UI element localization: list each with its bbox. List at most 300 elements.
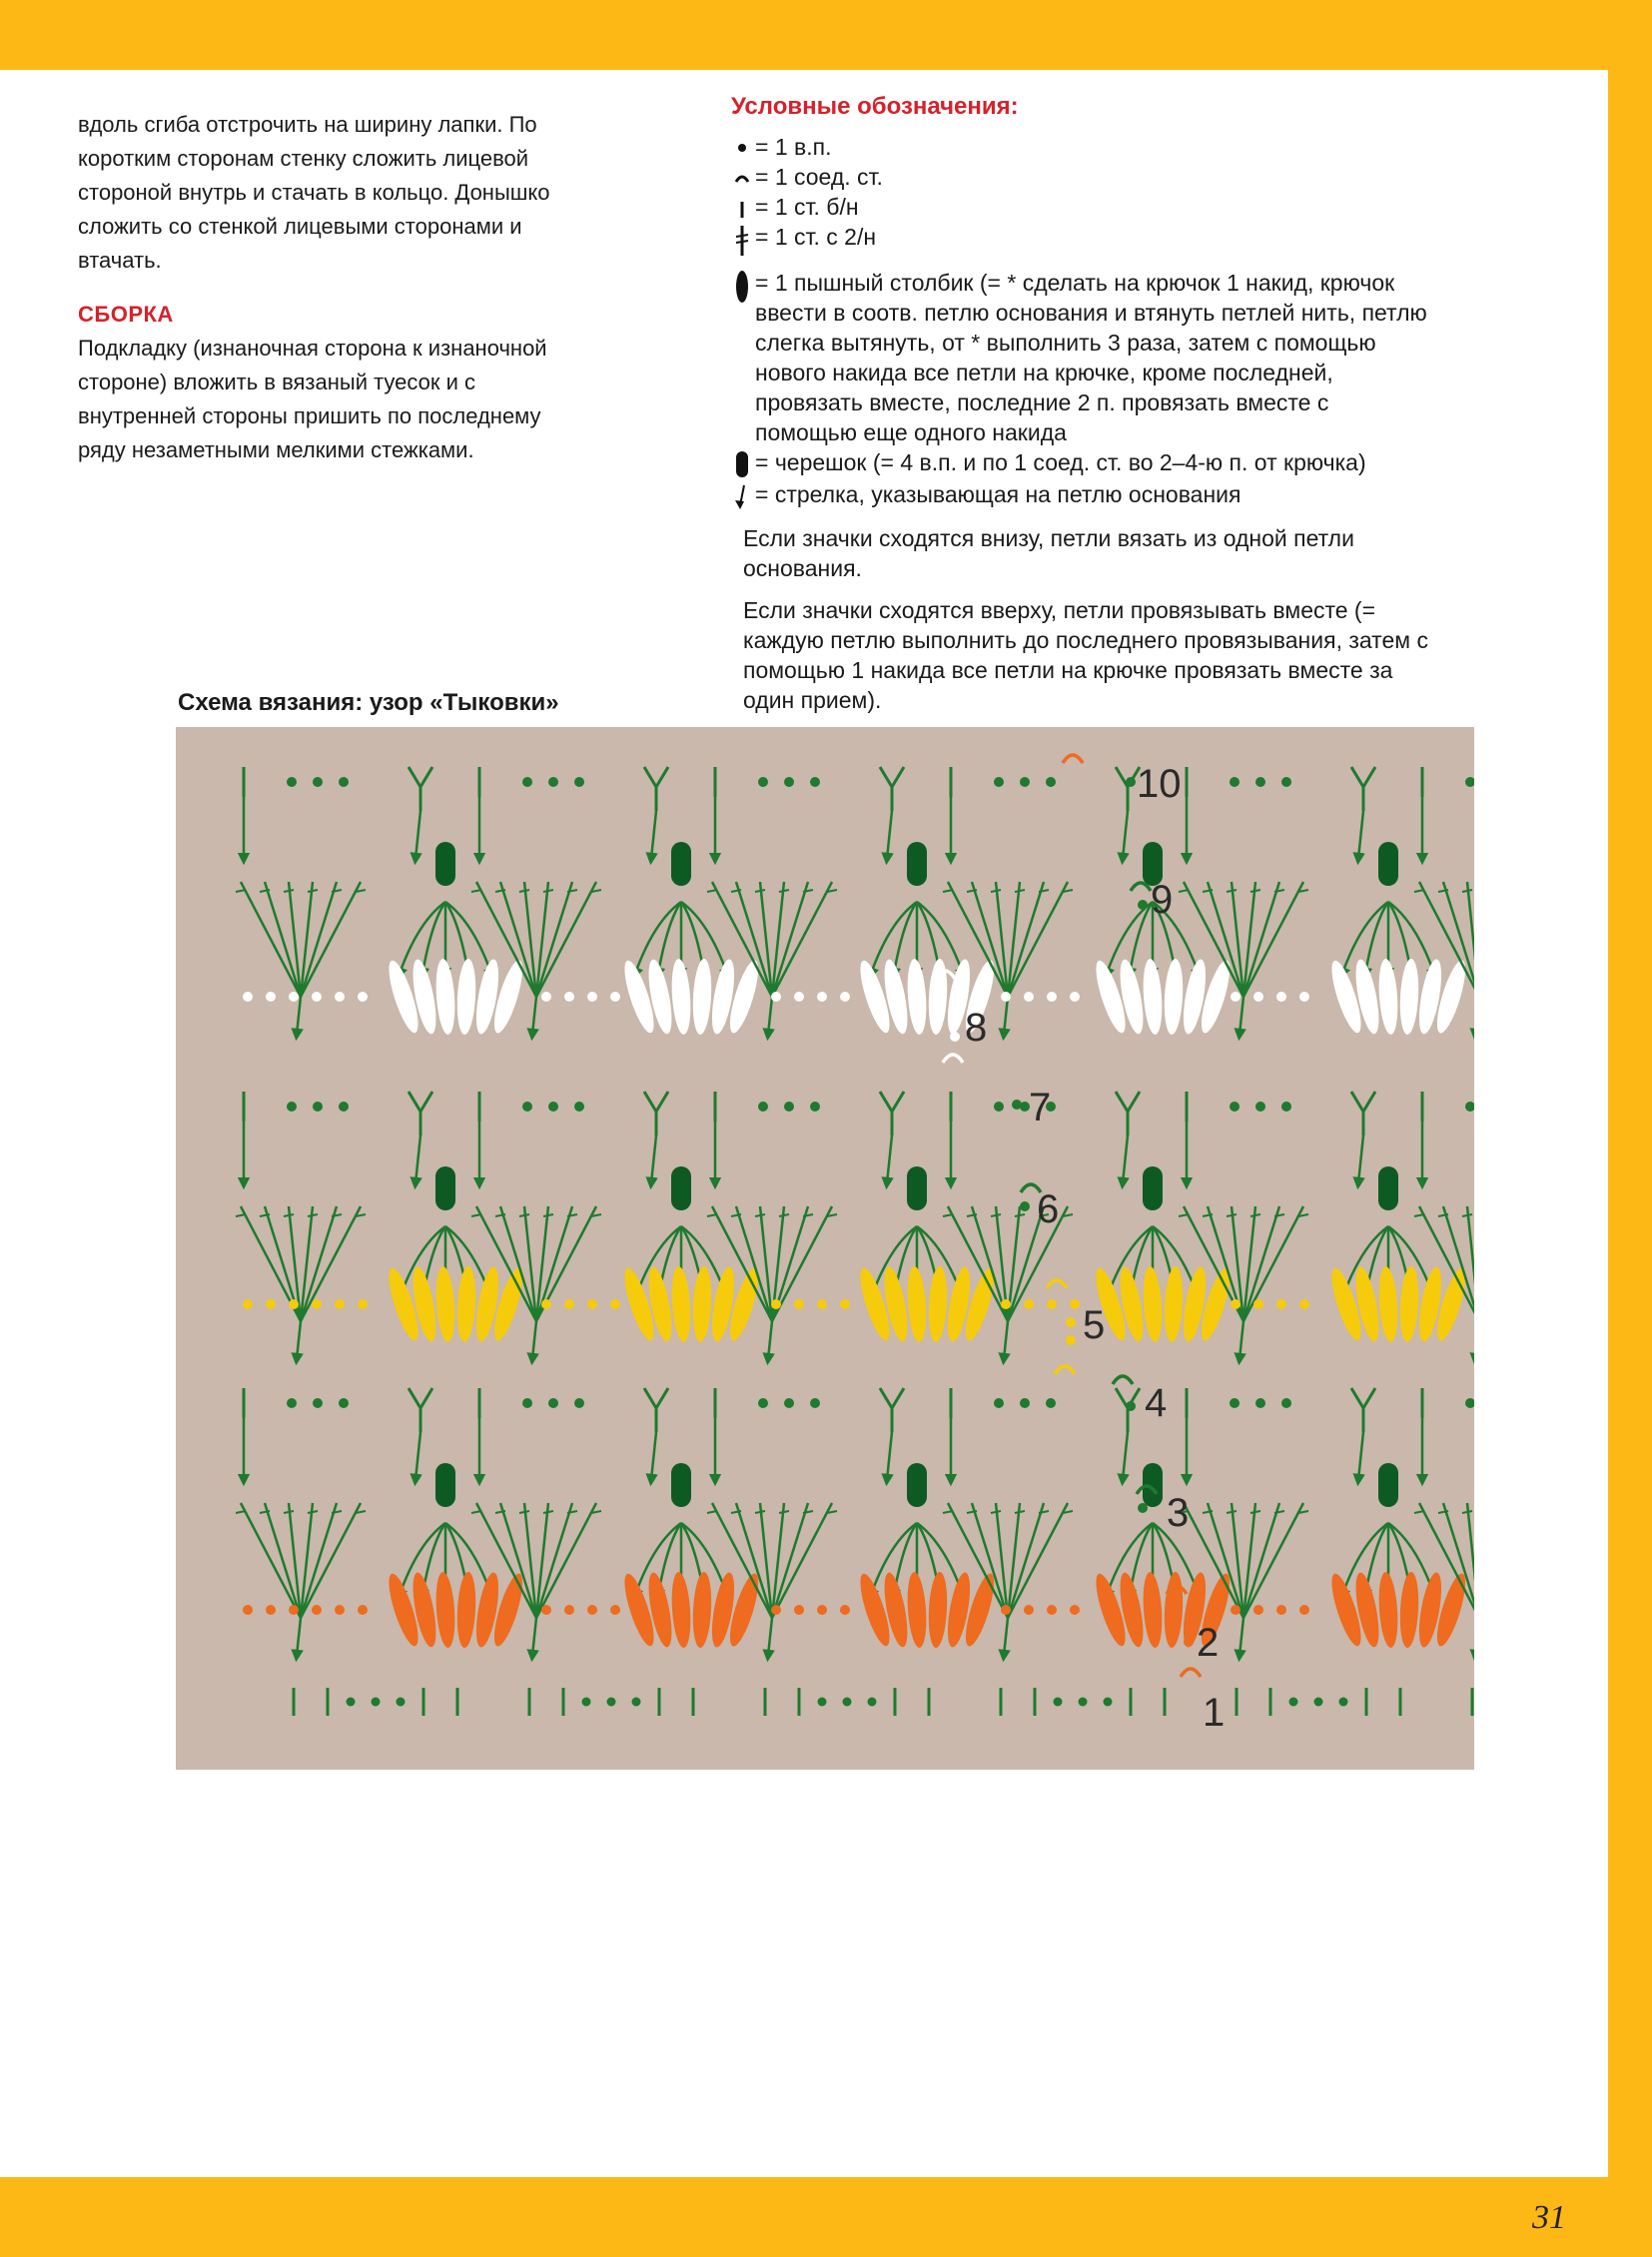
stem xyxy=(671,1463,691,1507)
fan-crossbar xyxy=(471,1511,481,1513)
stem xyxy=(435,842,455,886)
chain-dot xyxy=(1299,1605,1309,1615)
fan-crossbar xyxy=(991,1511,1001,1513)
row-label: 9 xyxy=(1151,878,1174,922)
chain-dot xyxy=(312,1299,322,1309)
stem xyxy=(1378,842,1398,886)
fan-crossbar xyxy=(543,1214,553,1216)
puff-stitch xyxy=(1163,1266,1185,1343)
chain-dot xyxy=(312,992,322,1002)
fan-crossbar xyxy=(1227,890,1237,892)
chain-dot xyxy=(522,1102,532,1112)
puff-stitch xyxy=(1398,1266,1420,1343)
chain-dot xyxy=(1231,1605,1240,1615)
legend-item-text: = 1 ст. с 2/н xyxy=(755,224,877,250)
pointer-arrow xyxy=(768,1618,772,1656)
chain-dot xyxy=(582,1698,591,1707)
slip-stitch-arc xyxy=(1055,1366,1075,1374)
chain-dot xyxy=(564,992,574,1002)
fan-crossbar xyxy=(707,890,717,892)
chain-dot xyxy=(610,992,620,1002)
chain-dot xyxy=(289,1299,299,1309)
chain-dot xyxy=(784,777,794,787)
pointer-arrow xyxy=(887,1432,892,1480)
assembly-intro-text: вдоль сгиба отстрочить на ширину лапки. По коротким сторонам стенку сложить лицевой стороной внутрь и стачать в кольцо. Донышко сложить со стенкой лицевыми сторонами и втачать. xyxy=(78,112,550,273)
fan-crossbar xyxy=(1227,1214,1237,1216)
chain-dot xyxy=(541,1299,551,1309)
fan-crossbar xyxy=(519,890,529,892)
puff-stitch xyxy=(1376,1265,1399,1342)
fan-crossbar xyxy=(943,1511,953,1513)
chain-dot xyxy=(289,1605,299,1615)
puff-stitch xyxy=(905,1571,928,1648)
chain-dot xyxy=(1253,1605,1263,1615)
chain-dot xyxy=(564,1299,574,1309)
chain-dot xyxy=(758,1398,768,1408)
chain-dot xyxy=(1230,1102,1239,1112)
fan-crossbar xyxy=(755,1511,765,1513)
fan-crossbar xyxy=(1015,1511,1025,1513)
pointer-arrow xyxy=(1358,1135,1363,1183)
chain-dot xyxy=(339,1398,349,1408)
chain-dot xyxy=(817,992,827,1002)
puff-stitch xyxy=(433,958,456,1035)
fan-crossbar xyxy=(1250,1214,1260,1216)
chain-dot xyxy=(843,1698,852,1707)
chain-dot xyxy=(1299,992,1309,1002)
chain-dot xyxy=(1465,1398,1474,1408)
legend-item xyxy=(729,268,1428,447)
puff-stitch xyxy=(1163,959,1185,1036)
row-label: 1 xyxy=(1203,1691,1226,1735)
fan-crossbar xyxy=(779,1214,789,1216)
chain-dot xyxy=(1289,1698,1298,1707)
chain-dot xyxy=(313,1102,323,1112)
chain-dot xyxy=(522,1398,532,1408)
fan-crossbar xyxy=(1462,890,1472,892)
puff-stitch xyxy=(691,1572,713,1649)
chain-dot xyxy=(771,1605,781,1615)
puff-stitch xyxy=(1398,1572,1420,1649)
chain-dot xyxy=(541,1605,551,1615)
pointer-arrow xyxy=(768,1321,772,1359)
fan-crossbar xyxy=(284,890,294,892)
stem xyxy=(907,842,927,886)
chain-dot xyxy=(1070,1605,1080,1615)
stem-icon xyxy=(729,447,755,479)
arc-icon xyxy=(729,162,755,190)
puff-stitch xyxy=(433,1571,456,1648)
pointer-arrow xyxy=(1004,997,1008,1035)
row-label: 6 xyxy=(1037,1187,1060,1231)
pointer-arrow xyxy=(651,1135,656,1183)
chain-dot xyxy=(243,992,253,1002)
chain-dot xyxy=(771,992,781,1002)
legend-note: Если значки сходятся вверху, петли провязывать вместе (= каждую петлю выполнить до последнего провязывания, затем с помощью 1 накида все петли на крючке провязать вместе за один прием). xyxy=(743,597,1428,713)
chain-dot xyxy=(1126,777,1136,787)
chain-dot xyxy=(1001,992,1011,1002)
fan-crossbar xyxy=(1250,1511,1260,1513)
chain-dot xyxy=(817,1299,827,1309)
legend-item xyxy=(729,447,1428,479)
row-label: 5 xyxy=(1083,1303,1106,1347)
slip-stitch-arc xyxy=(1047,1280,1067,1288)
chain-dot xyxy=(1138,1503,1148,1513)
chain-dot xyxy=(758,777,768,787)
fan-crossbar xyxy=(991,1214,1001,1216)
chain-dot xyxy=(840,1605,850,1615)
chain-dot xyxy=(1255,1398,1265,1408)
fan-crossbar xyxy=(991,890,1001,892)
pointer-arrow xyxy=(415,1135,420,1183)
fan-crossbar xyxy=(755,890,765,892)
increase-v xyxy=(409,1092,432,1112)
chain-dot xyxy=(1024,992,1034,1002)
pointer-arrow xyxy=(1004,1321,1008,1359)
puff-stitch xyxy=(433,1265,456,1342)
pointer-arrow xyxy=(1123,1432,1128,1480)
legend-item xyxy=(729,192,1428,222)
page-number: 31 xyxy=(1532,2199,1566,2236)
chain-dot xyxy=(1047,1299,1057,1309)
chain-dot xyxy=(1046,777,1056,787)
assembly-text: Подкладку (изнаночная сторона к изнаночной стороне) вложить в вязаный туесок и с внутренней стороны пришить по последнему ряду незаметными мелкими стежками. xyxy=(78,336,547,462)
stem xyxy=(435,1166,455,1210)
chain-dot xyxy=(313,777,323,787)
puff-stitch xyxy=(691,959,713,1036)
pointer-arrow xyxy=(297,997,301,1035)
puff-stitch xyxy=(691,1266,713,1343)
fan-crossbar xyxy=(943,890,953,892)
chain-dot xyxy=(287,1102,297,1112)
slip-stitch-arc xyxy=(1181,1669,1201,1677)
increase-v xyxy=(880,767,904,787)
stem xyxy=(435,1463,455,1507)
chain-dot xyxy=(1255,1102,1265,1112)
chain-dot xyxy=(1276,1299,1286,1309)
chain-dot xyxy=(1066,1335,1076,1345)
fan-crossbar xyxy=(1179,890,1189,892)
chain-dot xyxy=(312,1605,322,1615)
chain-dot xyxy=(1020,1201,1030,1211)
chain-dot xyxy=(358,1605,368,1615)
fan-crossbar xyxy=(1414,1214,1424,1216)
chain-dot xyxy=(548,1102,558,1112)
fan-crossbar xyxy=(543,1511,553,1513)
puff-stitch xyxy=(905,958,928,1035)
pointer-arrow xyxy=(1239,997,1243,1035)
fan-crossbar xyxy=(1015,890,1025,892)
chain-dot xyxy=(810,1102,820,1112)
chain-dot xyxy=(1012,1100,1022,1110)
slip-stitch-arc xyxy=(943,1055,963,1063)
assembly-heading: СБОРКА xyxy=(78,302,174,327)
chain-dot xyxy=(950,1032,960,1042)
dot-icon xyxy=(729,132,755,160)
increase-v xyxy=(644,767,668,787)
fan-crossbar xyxy=(943,1214,953,1216)
chain-dot xyxy=(1184,1637,1194,1647)
puff-stitch xyxy=(1163,1572,1185,1649)
legend-item-text: = 1 ст. б/н xyxy=(755,194,859,220)
puff-stitch xyxy=(455,1572,477,1649)
pointer-arrow xyxy=(1358,1432,1363,1480)
chain-dot xyxy=(784,1102,794,1112)
chain-dot xyxy=(266,1299,276,1309)
chain-dot xyxy=(610,1605,620,1615)
row-label: 4 xyxy=(1145,1381,1168,1425)
fan-crossbar xyxy=(1179,1214,1189,1216)
row-label: 7 xyxy=(1029,1086,1052,1129)
chain-dot xyxy=(1231,1299,1240,1309)
legend-item-text: = стрелка, указывающая на петлю основания xyxy=(755,481,1241,507)
chain-dot xyxy=(313,1398,323,1408)
chain-dot xyxy=(1276,992,1286,1002)
increase-v xyxy=(1351,1388,1375,1408)
fan-crossbar xyxy=(1015,1214,1025,1216)
pointer-arrow xyxy=(1123,811,1128,859)
chain-dot xyxy=(339,1102,349,1112)
chain-dot xyxy=(1020,777,1030,787)
chain-dot xyxy=(1465,777,1474,787)
chain-dot xyxy=(868,1698,877,1707)
row-label: 10 xyxy=(1137,762,1182,806)
chain-dot xyxy=(397,1698,406,1707)
chain-dot xyxy=(1126,1401,1136,1411)
row-label: 3 xyxy=(1167,1491,1190,1535)
fan-crossbar xyxy=(284,1511,294,1513)
chain-dot xyxy=(1024,1299,1034,1309)
chain-dot xyxy=(994,777,1004,787)
chain-dot xyxy=(574,1398,584,1408)
legend-item xyxy=(729,132,1428,162)
chart-title: Схема вязания: узор «Тыковки» xyxy=(178,689,559,716)
row-label: 2 xyxy=(1197,1621,1220,1665)
chain-dot xyxy=(266,992,276,1002)
fan-crossbar xyxy=(236,890,246,892)
legend-item-text: = 1 соед. ст. xyxy=(755,164,883,190)
legend-title: Условные обозначения: xyxy=(731,93,1019,120)
fan-crossbar xyxy=(471,890,481,892)
fan-crossbar xyxy=(543,890,553,892)
fan-crossbar xyxy=(779,1511,789,1513)
stem xyxy=(1378,1166,1398,1210)
chain-dot xyxy=(243,1299,253,1309)
chain-dot xyxy=(541,992,551,1002)
chain-dot xyxy=(287,777,297,787)
chain-dot xyxy=(610,1299,620,1309)
pointer-arrow xyxy=(1239,1321,1243,1359)
fan-crossbar xyxy=(308,890,318,892)
puff-stitch xyxy=(927,1572,949,1649)
chain-dot xyxy=(1230,777,1239,787)
legend-item xyxy=(729,222,1428,256)
single-crochet-icon xyxy=(729,192,755,220)
chain-dot xyxy=(1253,1299,1263,1309)
chain-dot xyxy=(1299,1299,1309,1309)
chain-dot xyxy=(758,1102,768,1112)
stem xyxy=(671,1166,691,1210)
pointer-arrow xyxy=(768,997,772,1035)
puff-stitch xyxy=(669,1571,692,1648)
fan-crossbar xyxy=(707,1214,717,1216)
chain-dot xyxy=(289,992,299,1002)
chain-dot xyxy=(574,1102,584,1112)
left-text-column xyxy=(78,108,577,467)
fan-crossbar xyxy=(1462,1511,1472,1513)
pointer-arrow xyxy=(297,1321,301,1359)
chain-dot xyxy=(548,1398,558,1408)
pointer-arrow xyxy=(415,1432,420,1480)
chain-dot xyxy=(1047,1605,1057,1615)
chain-dot xyxy=(335,1299,345,1309)
stem xyxy=(907,1463,927,1507)
chain-dot xyxy=(548,777,558,787)
pointer-arrow xyxy=(1004,1618,1008,1656)
fan-crossbar xyxy=(471,1214,481,1216)
chain-dot xyxy=(1020,1398,1030,1408)
chain-dot xyxy=(339,777,349,787)
legend-note: Если значки сходятся внизу, петли вязать из одной петли основания. xyxy=(743,525,1354,581)
chain-dot xyxy=(1070,1299,1080,1309)
legend-item xyxy=(729,479,1428,511)
chain-dot xyxy=(1184,1619,1194,1629)
chain-dot xyxy=(347,1698,356,1707)
crochet-chart xyxy=(176,727,1474,1770)
chain-dot xyxy=(794,1299,804,1309)
chain-dot xyxy=(358,1299,368,1309)
increase-v xyxy=(409,767,432,787)
chain-dot xyxy=(1079,1698,1088,1707)
pointer-arrow xyxy=(532,997,536,1035)
chain-dot xyxy=(335,1605,345,1615)
increase-v xyxy=(644,1092,668,1112)
fan-crossbar xyxy=(308,1214,318,1216)
chain-dot xyxy=(1339,1698,1348,1707)
puff-stitch xyxy=(1376,1571,1399,1648)
chain-dot xyxy=(1024,1605,1034,1615)
slip-stitch-arc xyxy=(1113,1376,1133,1384)
chain-dot xyxy=(1465,1102,1474,1112)
fan-crossbar xyxy=(236,1214,246,1216)
puff-stitch xyxy=(905,1265,928,1342)
chain-dot xyxy=(607,1698,616,1707)
chain-dot xyxy=(587,1605,597,1615)
chain-dot xyxy=(1230,1398,1239,1408)
chain-dot xyxy=(266,1605,276,1615)
increase-v xyxy=(644,1388,668,1408)
fan-crossbar xyxy=(779,890,789,892)
chain-dot xyxy=(1104,1698,1113,1707)
fan-crossbar xyxy=(1462,1214,1472,1216)
chain-dot xyxy=(574,777,584,787)
puff-stitch xyxy=(455,959,477,1036)
chain-dot xyxy=(1001,1605,1011,1615)
chain-dot xyxy=(1276,1605,1286,1615)
puff-stitch xyxy=(927,1266,949,1343)
increase-v xyxy=(1116,1092,1140,1112)
chain-dot xyxy=(784,1398,794,1408)
pointer-arrow xyxy=(887,811,892,859)
chain-dot xyxy=(1066,1317,1076,1327)
pointer-arrow xyxy=(297,1618,301,1656)
increase-v xyxy=(1351,1092,1375,1112)
chain-dot xyxy=(810,1398,820,1408)
increase-v xyxy=(880,1092,904,1112)
increase-v xyxy=(1351,767,1375,787)
chain-dot xyxy=(950,1014,960,1024)
puff-stitch xyxy=(1141,1265,1164,1342)
slip-stitch-arc xyxy=(1063,755,1083,763)
pointer-arrow xyxy=(1358,811,1363,859)
chain-dot xyxy=(1255,777,1265,787)
legend xyxy=(729,92,1428,715)
chain-dot xyxy=(1281,1398,1291,1408)
chain-dot xyxy=(1231,992,1240,1002)
chain-dot xyxy=(243,1605,253,1615)
chain-dot xyxy=(1054,1698,1063,1707)
puff-stitch xyxy=(669,958,692,1035)
puff-stitch xyxy=(1376,958,1399,1035)
chain-dot xyxy=(994,1398,1004,1408)
chain-dot xyxy=(818,1698,827,1707)
pointer-arrow xyxy=(651,1432,656,1480)
chain-dot xyxy=(1314,1698,1323,1707)
chain-dot xyxy=(358,992,368,1002)
chain-dot xyxy=(794,992,804,1002)
chain-dot xyxy=(1047,992,1057,1002)
chain-dot xyxy=(840,992,850,1002)
fan-crossbar xyxy=(519,1511,529,1513)
chain-dot xyxy=(632,1698,641,1707)
chain-dot xyxy=(522,777,532,787)
pointer-arrow xyxy=(415,811,420,859)
stem xyxy=(907,1166,927,1210)
puff-stitch xyxy=(1398,959,1420,1036)
row-label: 8 xyxy=(965,1006,988,1050)
chain-dot xyxy=(771,1299,781,1309)
stem xyxy=(1143,1166,1163,1210)
pointer-arrow xyxy=(887,1135,892,1183)
chain-dot xyxy=(1138,900,1148,910)
fan-crossbar xyxy=(1227,1511,1237,1513)
fan-crossbar xyxy=(1250,890,1260,892)
puff-stitch xyxy=(669,1265,692,1342)
fan-crossbar xyxy=(236,1511,246,1513)
legend-item xyxy=(729,162,1428,192)
pointer-arrow xyxy=(532,1618,536,1656)
chain-dot xyxy=(1046,1398,1056,1408)
fan-crossbar xyxy=(308,1511,318,1513)
double-treble-icon xyxy=(729,222,755,256)
legend-item-text: = черешок (= 4 в.п. и по 1 соед. ст. во 2–4-ю п. от крючка) xyxy=(755,449,1366,475)
chain-dot xyxy=(335,992,345,1002)
puff-stitch xyxy=(455,1266,477,1343)
chain-dot xyxy=(587,1299,597,1309)
increase-v xyxy=(880,1388,904,1408)
puff-stitch xyxy=(1141,958,1164,1035)
chain-dot xyxy=(587,992,597,1002)
chain-dot xyxy=(794,1605,804,1615)
chain-dot xyxy=(994,1102,1004,1112)
chain-dot xyxy=(1281,777,1291,787)
chain-dot xyxy=(817,1605,827,1615)
chain-dot xyxy=(372,1698,381,1707)
legend-item-text: = 1 пышный столбик (= * сделать на крючок 1 накид, крючок ввести в соотв. петлю основания и втянуть петлей нить, петлю слегка вытянуть, от * выполнить 3 раза, затем с помощью нового накида все петли на крючке, кроме последней, провязать вместе, последние 2 п. провязать вместе с помощью еще одного накида xyxy=(755,270,1427,445)
chain-dot xyxy=(1001,1299,1011,1309)
puff-stitch-icon xyxy=(729,268,755,304)
fan-crossbar xyxy=(284,1214,294,1216)
